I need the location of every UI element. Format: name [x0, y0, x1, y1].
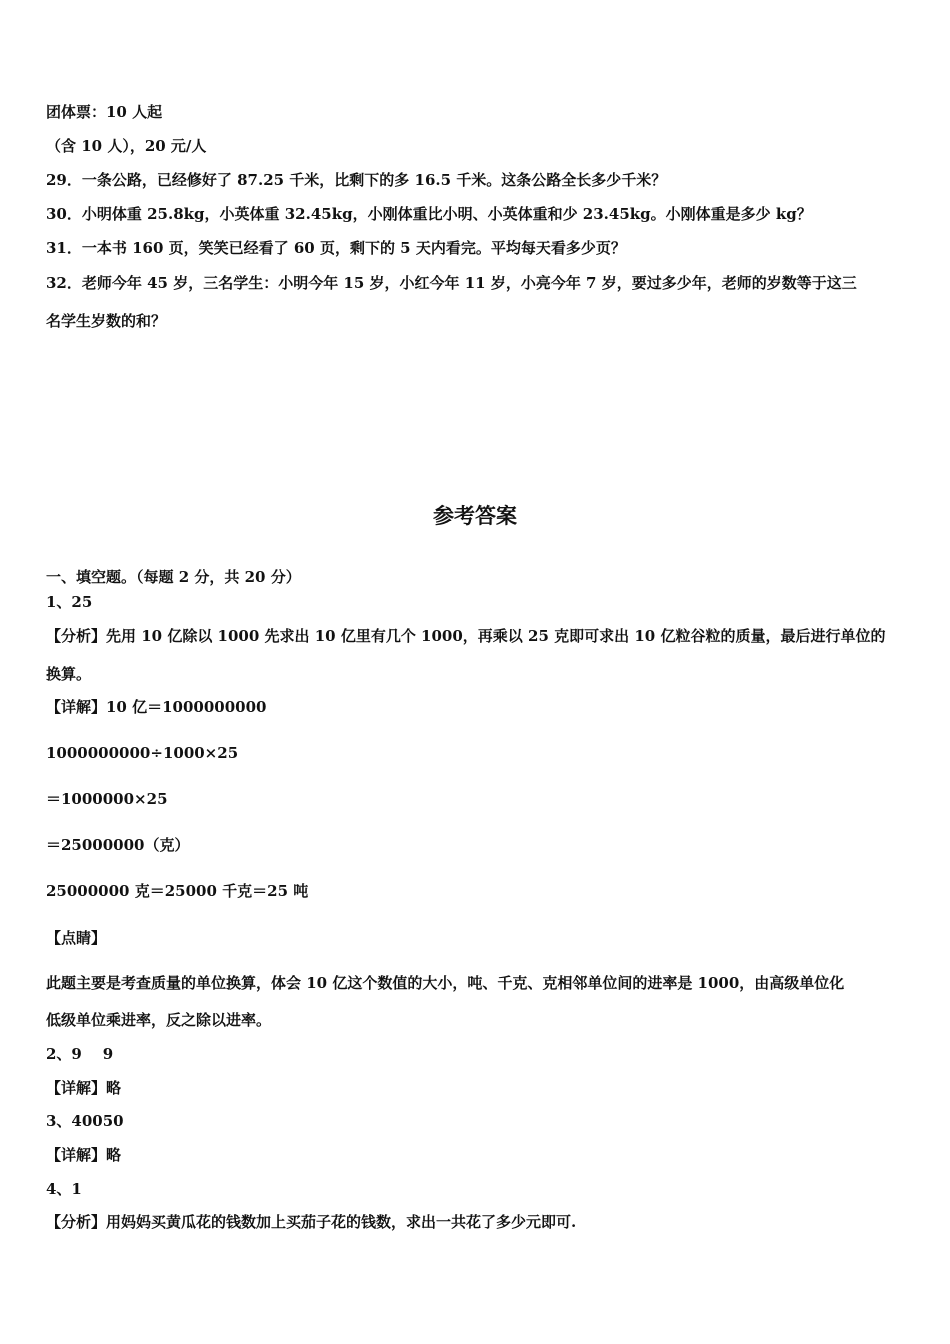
question-32-line1: 32．老师今年 45 岁，三名学生：小明今年 15 岁，小红今年 11 岁，小亮今年 7 岁，要过多少年，老师的岁数等于这三 — [46, 274, 857, 292]
answer-3: 3、40050 — [46, 1112, 124, 1130]
answer-1-tip-line2: 低级单位乘进率，反之除以进率。 — [46, 1011, 272, 1029]
answer-2: 2、9 9 — [46, 1045, 114, 1063]
answer-4: 4、1 — [46, 1180, 82, 1198]
answer-1: 1、25 — [46, 593, 93, 611]
answers-title: 参考答案 — [433, 504, 517, 528]
answer-1-analysis-line1: 【分析】先用 10 亿除以 1000 先求出 10 亿里有几个 1000，再乘以 25 克即可求出 10 亿粒谷粒的质量，最后进行单位的 — [46, 627, 886, 645]
answer-1-step3: ＝25000000（克） — [46, 836, 190, 854]
question-29: 29．一条公路，已经修好了 87.25 千米，比剩下的多 16.5 千米。这条公路全长多少千米？ — [46, 171, 667, 189]
question-30: 30．小明体重 25.8kg，小英体重 32.45kg，小刚体重比小明、小英体重和少 23.45kg。小刚体重是多少 kg？ — [46, 205, 812, 223]
answer-1-step1: 1000000000÷1000×25 — [46, 744, 239, 762]
question-group-ticket: 团体票：10 人起 — [46, 103, 163, 121]
answer-1-detail: 【详解】10 亿＝1000000000 — [46, 698, 267, 716]
answer-1-step2: ＝1000000×25 — [46, 790, 168, 808]
answer-4-analysis: 【分析】用妈妈买黄瓜花的钱数加上买茄子花的钱数，求出一共花了多少元即可. — [46, 1213, 577, 1231]
question-group-ticket-price: （含 10 人），20 元/人 — [46, 137, 207, 155]
answer-1-analysis-line2: 换算。 — [46, 665, 92, 683]
answer-1-tip-label: 【点睛】 — [46, 929, 107, 947]
answer-2-detail: 【详解】略 — [46, 1079, 122, 1097]
answer-3-detail: 【详解】略 — [46, 1146, 122, 1164]
question-31: 31．一本书 160 页，笑笑已经看了 60 页，剩下的 5 天内看完。平均每天看多少页？ — [46, 239, 626, 257]
answer-1-tip-line1: 此题主要是考查质量的单位换算，体会 10 亿这个数值的大小，吨、千克、克相邻单位间的进率是 1000，由高级单位化 — [46, 974, 845, 992]
section-fill-blank-heading: 一、填空题。（每题 2 分，共 20 分） — [46, 568, 301, 586]
answer-1-step4: 25000000 克＝25000 千克＝25 吨 — [46, 882, 309, 900]
question-32-line2: 名学生岁数的和？ — [46, 312, 167, 330]
